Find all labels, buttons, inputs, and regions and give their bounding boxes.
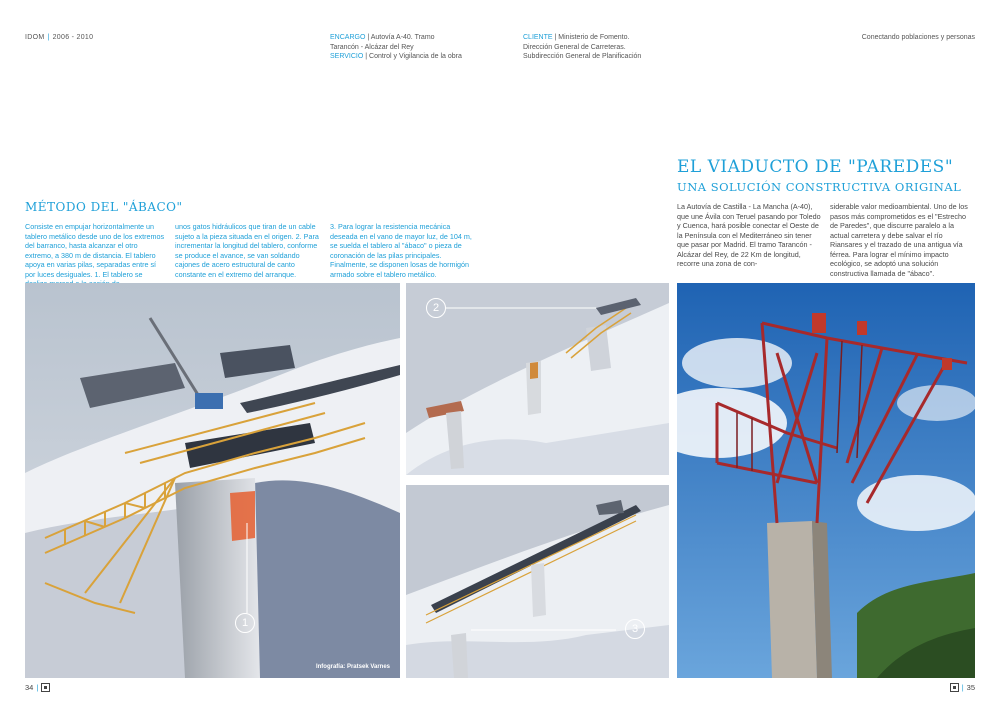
render-step-3-graphic: [406, 485, 669, 678]
footer-right: [950, 683, 975, 692]
cliente-text-2: Dirección General de Carreteras.: [523, 43, 626, 51]
cliente-text: | Ministerio de Fomento.: [552, 34, 630, 41]
render-step-2-graphic: [406, 283, 669, 475]
servicio-label: SERVICIO: [330, 53, 364, 60]
step-badge-3: 3: [625, 619, 645, 639]
right-article-col2: [830, 202, 975, 278]
brand-separator: |: [47, 34, 50, 41]
right-col1-text: La Autovía de Castilla - La Mancha (A-40), que une Ávila con Teruel pasando por Toledo y Cuenca, hará posible conectar el Oeste de la Península con el Mediterráneo sin tener que pasar por Madrid. El tramo Tarancón - Alcázar del Rey, de 22 Km de longitud, recorre una zona de con-: [677, 202, 821, 268]
page-number-left: 34: [25, 683, 34, 692]
cliente-text-3: Subdirección General de Planificación: [523, 53, 642, 60]
footer-left: [25, 683, 50, 692]
header-cliente: [523, 33, 641, 62]
step-badge-2: 2: [426, 298, 446, 318]
section-title: Conectando poblaciones y personas: [861, 34, 975, 41]
left-col3-text: 3. Para lograr la resistencia mecánica deseada en el vano de mayor luz, de 104 m, se suelda el tablero al "ábaco" o pieza de coronación de las pilas principales. Finalmente, se disponen losas de hormigón armado sobre el tablero metálico.: [330, 222, 472, 279]
footer-sep-left: |: [36, 683, 39, 692]
footer-sep-right: |: [961, 683, 964, 692]
viaduct-photo-graphic: [677, 283, 975, 678]
render-step-3: [406, 485, 669, 678]
right-article-col1: [677, 202, 822, 269]
render-step-1-graphic: [25, 283, 400, 678]
left-article-col3: [330, 222, 475, 279]
brand-name: IDOM: [25, 34, 45, 41]
left-article-col1: [25, 222, 165, 289]
render-step-2: [406, 283, 669, 475]
left-article-col2: [175, 222, 320, 279]
header-encargo: [330, 33, 462, 62]
header-brand: [25, 33, 93, 43]
step-badge-1: 1: [235, 613, 255, 633]
encargo-text: | Autovía A-40. Tramo: [365, 34, 435, 41]
image-credit: Infografía: Pratsek Varnes: [315, 664, 390, 670]
cliente-label: CLIENTE: [523, 34, 553, 41]
servicio-text: | Control y Vigilancia de la obra: [363, 53, 462, 60]
encargo-text-2: Tarancón - Alcázar del Rey: [330, 43, 414, 51]
page-number-right: 35: [966, 683, 975, 692]
idom-logo-icon: [41, 683, 50, 692]
encargo-label: ENCARGO: [330, 34, 366, 41]
left-col2-text: unos gatos hidráulicos que tiran de un cable sujeto a la pieza situada en el origen. 2. Para incrementar la longitud del tablero, conforme se produce el avance, se van soldando cajones de acero estructural de canto constante en el extremo del arranque.: [175, 222, 319, 279]
right-article-subtitle: UNA SOLUCIÓN CONSTRUCTIVA ORIGINAL: [677, 180, 962, 194]
render-step-1: [25, 283, 400, 678]
left-article-title: MÉTODO DEL "ÁBACO": [25, 200, 183, 214]
idom-logo-icon-right: [950, 683, 959, 692]
viaduct-photo: [677, 283, 975, 678]
left-col1-text: Consiste en empujar horizontalmente un tablero metálico desde uno de los extremos del barranco, hasta alcanzar el otro extremo, a 380 m de distancia. El tablero apoya en varias pilas, separadas entre sí por luces desiguales. 1. El tablero se: [25, 222, 165, 279]
right-col2-text: siderable valor medioambiental. Uno de los pasos más comprometidos es el "Estrecho de Paredes", que discurre paralelo a la actual carretera y debe salvar el río Riansares y el trazado de una antigua vía férrea. Para lograr el mínimo impacto ecológico, se adoptó una solución constructiva llamada de "ábaco".: [830, 202, 968, 278]
right-article-title: EL VIADUCTO DE "PAREDES": [677, 157, 954, 177]
header-years: 2006 - 2010: [52, 34, 94, 41]
